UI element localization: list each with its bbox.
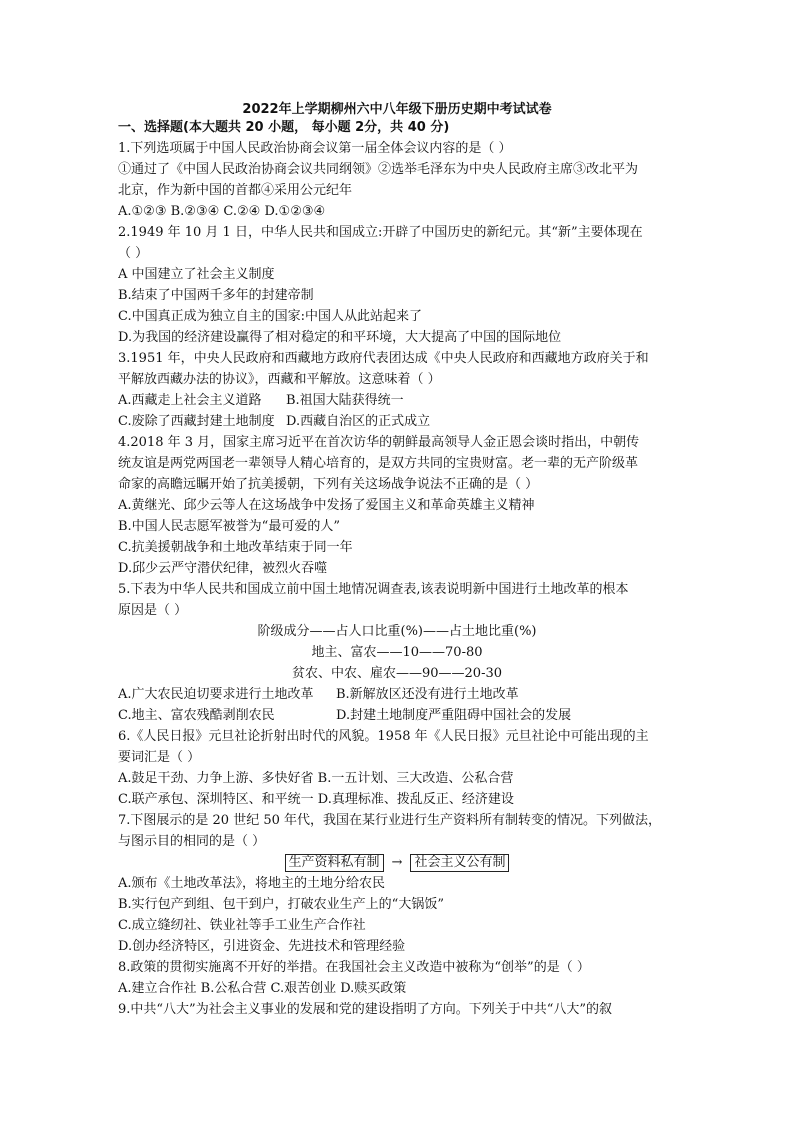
question-4-stem: 4.2018 年 3 月，国家主席习近平在首次访华的朝鲜最高领导人金正恩会谈时指出，中朝传: [118, 435, 640, 450]
question-1-items-cont: 北京，作为新中国的首都④采用公元纪年: [118, 183, 353, 198]
question-3-option-d: D.西藏自治区的正式成立: [286, 414, 431, 429]
question-3-options-row-2: [118, 411, 686, 432]
question-5-table-header: 阶级成分——占人口比重(%)——占土地比重(%): [257, 624, 537, 639]
question-3-stem-cont: 平解放西藏办法的协议》，西藏和平解放。这意味着（ ）: [118, 372, 441, 387]
question-8-options: A.建立合作社 B.公私合营 C.艰苦创业 D.赎买政策: [118, 981, 407, 996]
question-2-option-d: D.为我国的经济建设赢得了相对稳定的和平环境，大大提高了中国的国际地位: [118, 330, 562, 345]
question-3-option-a: A.西藏走上社会主义道路: [118, 393, 262, 408]
arrow-right-icon: →: [391, 855, 403, 870]
question-1-items: ①通过了《中国人民政治协商会议共同纲领》②选举毛泽东为中央人民政府主席③改北平为: [118, 162, 639, 177]
question-3-stem: 3.1951 年，中央人民政府和西藏地方政府代表团达成《中央人民政府和西藏地方政府关于和: [118, 351, 649, 366]
question-3-option-b: B.祖国大陆获得统一: [286, 393, 404, 408]
question-5-table-row: 地主、富农——10——70-80: [311, 645, 483, 660]
question-4-option-d: D.邱少云严守潜伏纪律，被烈火吞噬: [118, 561, 328, 576]
exam-title: 2022年上学期柳州六中八年级下册历史期中考试试卷: [242, 102, 552, 117]
diagram-box-private: 生产资料私有制: [285, 854, 384, 872]
question-5-option-d: D.封建土地制度严重阻碍中国社会的发展: [336, 708, 572, 723]
question-4-option-b: B.中国人民志愿军被誉为“最可爱的人”: [118, 519, 340, 534]
question-6-options-ab: A.鼓足干劲、力争上游、多快好省 B.一五计划、三大改造、公私合营: [118, 771, 514, 786]
diagram-box-public: 社会主义公有制: [410, 854, 509, 872]
question-5-option-a: A.广大农民迫切要求进行土地改革: [118, 687, 314, 702]
question-5-option-b: B.新解放区还没有进行土地改革: [336, 687, 519, 702]
question-4-option-a: A.黄继光、邱少云等人在这场战争中发扬了爱国主义和革命英雄主义精神: [118, 498, 535, 513]
question-3-options-row-1: [118, 390, 686, 411]
question-7-option-d: D.创办经济特区，引进资金、先进技术和管理经验: [118, 939, 406, 954]
question-6-stem-cont: 要词汇是（ ）: [118, 750, 201, 765]
question-5-stem-cont: 原因是（ ）: [118, 603, 188, 618]
question-6-options-cd: C.联产承包、深圳特区、和平统一 D.真理标准、拨乱反正、经济建设: [118, 792, 514, 807]
question-2-option-b: B.结束了中国两千多年的封建帝制: [118, 288, 314, 303]
question-1-options: A.①②③ B.②③④ C.②④ D.①②③④: [118, 204, 326, 219]
question-5-options-row-1: [118, 684, 686, 705]
question-2-option-c: C.中国真正成为独立自主的国家:中国人从此站起来了: [118, 309, 422, 324]
question-2-stem: 2.1949 年 10 月 1 日，中华人民共和国成立:开辟了中国历史的新纪元。其“新”主要体现在: [118, 225, 643, 240]
question-7-stem: 7.下图展示的是 20 世纪 50 年代，我国在某行业进行生产资料所有制转变的情况。下列做法，: [118, 813, 662, 828]
question-2-option-a: A 中国建立了社会主义制度: [118, 267, 275, 282]
question-5-option-c: C.地主、富农残酷剥削农民: [118, 708, 275, 723]
question-7-option-a: A.颁布《土地改革法》，将地主的土地分给农民: [118, 876, 386, 891]
question-9-stem: 9.中共“八大”为社会主义事业的发展和党的建设指明了方向。下列关于中共“八大”的叙: [118, 1002, 612, 1017]
question-4-stem-cont-1: 统友谊是两党两国老一辈领导人精心培育的，是双方共同的宝贵财富。老一辈的无产阶级革: [118, 456, 639, 471]
question-7-option-b: B.实行包产到组、包干到户，打破农业生产上的“大锅饭”: [118, 897, 444, 912]
question-7-option-c: C.成立缝纫社、铁业社等手工业生产合作社: [118, 918, 366, 933]
question-4-stem-cont-2: 命家的高瞻远瞩开始了抗美援朝，下列有关这场战争说法不正确的是（ ）: [118, 477, 539, 492]
question-8-stem: 8.政策的贯彻实施离不开好的举措。在我国社会主义改造中被称为“创举”的是（ ）: [118, 960, 590, 975]
question-5-options-row-2: [118, 705, 686, 726]
question-4-option-c: C.抗美援朝战争和土地改革结束于同一年: [118, 540, 353, 555]
question-7-stem-cont: 与图示目的相同的是（ ）: [118, 834, 266, 849]
question-3-option-c: C.废除了西藏封建土地制度: [118, 414, 275, 429]
question-1-stem: 1.下列选项属于中国人民政治协商会议第一届全体会议内容的是（ ）: [118, 141, 512, 156]
question-2-stem-cont: （ ）: [118, 246, 149, 261]
question-5-stem: 5.下表为中华人民共和国成立前中国土地情况调查表,该表说明新中国进行土地改革的根本: [118, 582, 629, 597]
question-6-stem: 6.《人民日报》元旦社论折射出时代的风貌。1958 年《人民日报》元旦社论中可能出现的主: [118, 729, 649, 744]
question-7-diagram: [0, 852, 794, 873]
section-heading: 一、选择题(本大题共 20 小题， 每小题 2分，共 40 分): [118, 120, 450, 135]
question-5-table-row: 贫农、中农、雇农——90——20-30: [291, 666, 503, 681]
